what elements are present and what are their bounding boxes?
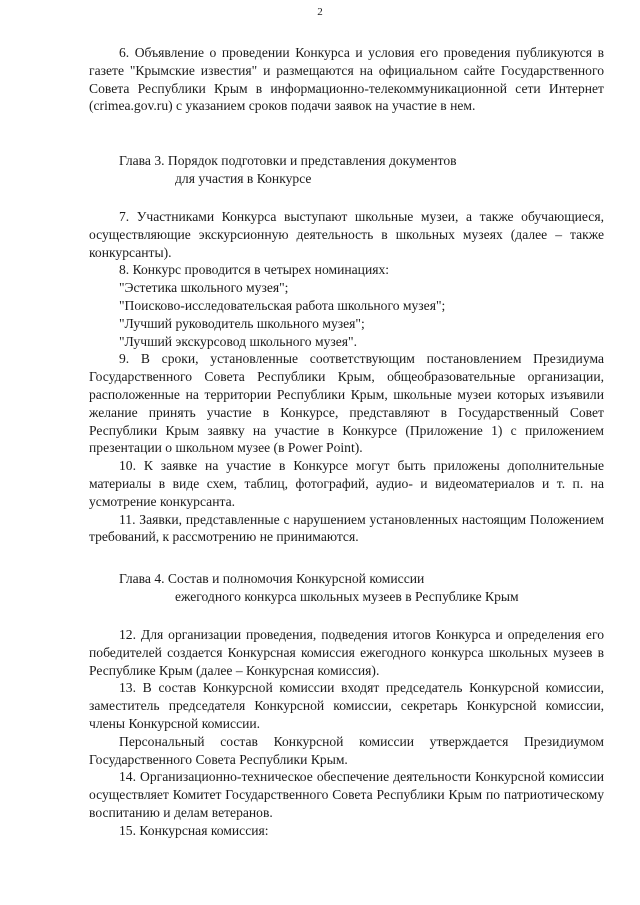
paragraph-9: 9. В сроки, установленные соответствующим постановлением Президиума Государственного Совета Республики Крым, общеобразовательные организации, расположенные на территории Республики Крым, школьные музеи которых изъявили желание принять участие в Конкурсе, представляют в Государственный Совет Республики Крым заявку на участие в Конкурсе (Приложение 1) с приложением презентации о школьном музее (в Power Point). [89, 351, 604, 456]
paragraph-14: 14. Организационно-техническое обеспечение деятельности Конкурсной комиссии осуществляет Комитет Государственного Совета Республики Крым по патриотическому воспитанию и делам ветеранов. [89, 769, 604, 820]
paragraph-8: 8. Конкурс проводится в четырех номинациях: [119, 262, 390, 278]
chapter-4-body [89, 626, 604, 840]
paragraph-7: 7. Участниками Конкурса выступают школьные музеи, а также обучающиеся, осуществляющие экскурсионную деятельность в школьных музеях (далее – также конкурсанты). [89, 209, 604, 260]
paragraph-13-personal: Персональный состав Конкурсной комиссии утверждается Президиумом Государственного Совета Республики Крым. [89, 733, 604, 767]
paragraph-11: 11. Заявки, представленные с нарушением установленных настоящим Положением требований, к рассмотрению не принимаются. [89, 511, 604, 545]
nomination-4: "Лучший экскурсовод школьного музея". [119, 333, 357, 349]
paragraph-15: 15. Конкурсная комиссия: [119, 822, 269, 838]
chapter-3-title-line1: Глава 3. Порядок подготовки и представления документов [119, 153, 457, 168]
paragraph-6 [89, 44, 604, 115]
page-number: 2 [317, 6, 323, 18]
nomination-3: "Лучший руководитель школьного музея"; [119, 315, 365, 331]
chapter-4-heading [89, 570, 604, 606]
paragraph-13: 13. В состав Конкурсной комиссии входят председатель Конкурсной комиссии, заместитель председателя Конкурсной комиссии, секретарь Конкурсной комиссии, члены Конкурсной комиссии. [89, 680, 604, 731]
paragraph-6-text: 6. Объявление о проведении Конкурса и условия его проведения публикуются в газете "Крымские известия" и размещаются на официальном сайте Государственного Совета Республики Крым в информационно-телекоммуникационной сети Интернет (crimea.gov.ru) с указанием сроков подачи заявок на участие в нем. [89, 45, 604, 114]
chapter-3-title-line2: для участия в Конкурсе [175, 170, 312, 186]
paragraph-10: 10. К заявке на участие в Конкурсе могут быть приложены дополнительные материалы в виде схем, таблиц, фотографий, аудио- и видеоматериалов и т. п. на усмотрение конкурсанта. [89, 458, 604, 509]
chapter-3-body [89, 208, 604, 546]
chapter-4-title-line2: ежегодного конкурса школьных музеев в Республике Крым [175, 588, 519, 604]
chapter-4-title-line1: Глава 4. Состав и полномочия Конкурсной комиссии [119, 571, 425, 586]
chapter-3-heading [89, 152, 604, 188]
nomination-1: "Эстетика школьного музея"; [119, 280, 289, 296]
paragraph-12: 12. Для организации проведения, подведения итогов Конкурса и определения его победителей создается Конкурсная комиссия ежегодного конкурса школьных музеев в Республике Крым (далее – Конкурсная комиссия). [89, 627, 604, 678]
nomination-2: "Поисково-исследовательская работа школьного музея"; [119, 297, 446, 313]
